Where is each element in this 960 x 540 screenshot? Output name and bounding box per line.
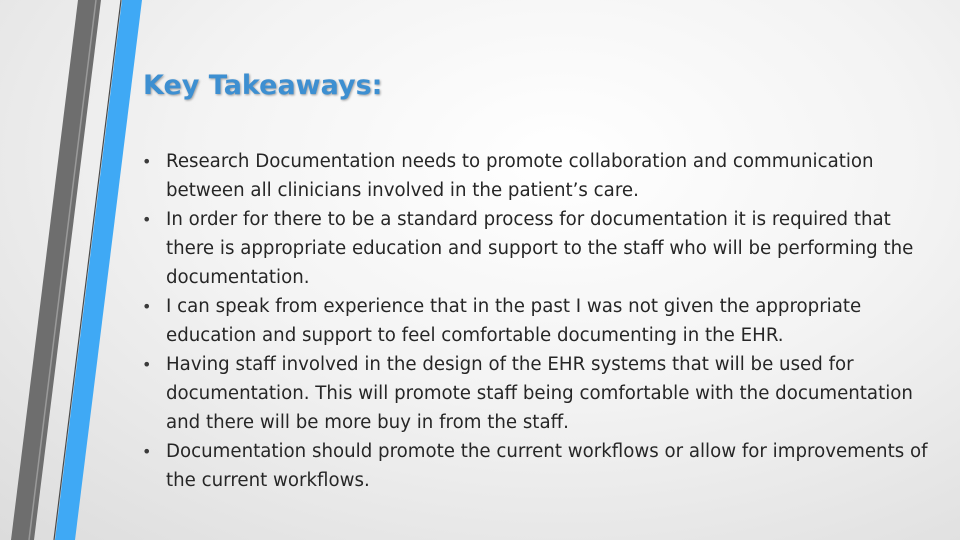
bullet-item <box>142 292 942 350</box>
bullet-list <box>142 147 942 495</box>
bullet-icon: • <box>142 355 152 374</box>
bullet-text: In order for there to be a standard process for documentation it is required that there is appropriate education and support to the staff who will be performing the documentation. <box>166 209 914 288</box>
bullet-item <box>142 205 942 292</box>
bullet-item <box>142 437 942 495</box>
bullet-item <box>142 350 942 437</box>
bullet-text: I can speak from experience that in the past I was not given the appropriate education and support to feel comfortable documenting in the EHR. <box>166 296 862 346</box>
bullet-item <box>142 147 942 205</box>
bullet-text: Having staff involved in the design of the EHR systems that will be used for documentation. This will promote staff being comfortable with the documentation and there will be more buy in from the staff. <box>166 354 913 433</box>
bullet-icon: • <box>142 442 152 461</box>
slide-title: Key Takeaways: <box>143 70 383 101</box>
bullet-text: Research Documentation needs to promote collaboration and communication between all clinicians involved in the patient’s care. <box>166 151 874 201</box>
bullet-icon: • <box>142 210 152 229</box>
bullet-text: Documentation should promote the current workflows or allow for improvements of the current workflows. <box>166 441 928 491</box>
bullet-icon: • <box>142 297 152 316</box>
gray-stripe-highlight <box>29 0 96 540</box>
bullet-icon: • <box>142 152 152 171</box>
